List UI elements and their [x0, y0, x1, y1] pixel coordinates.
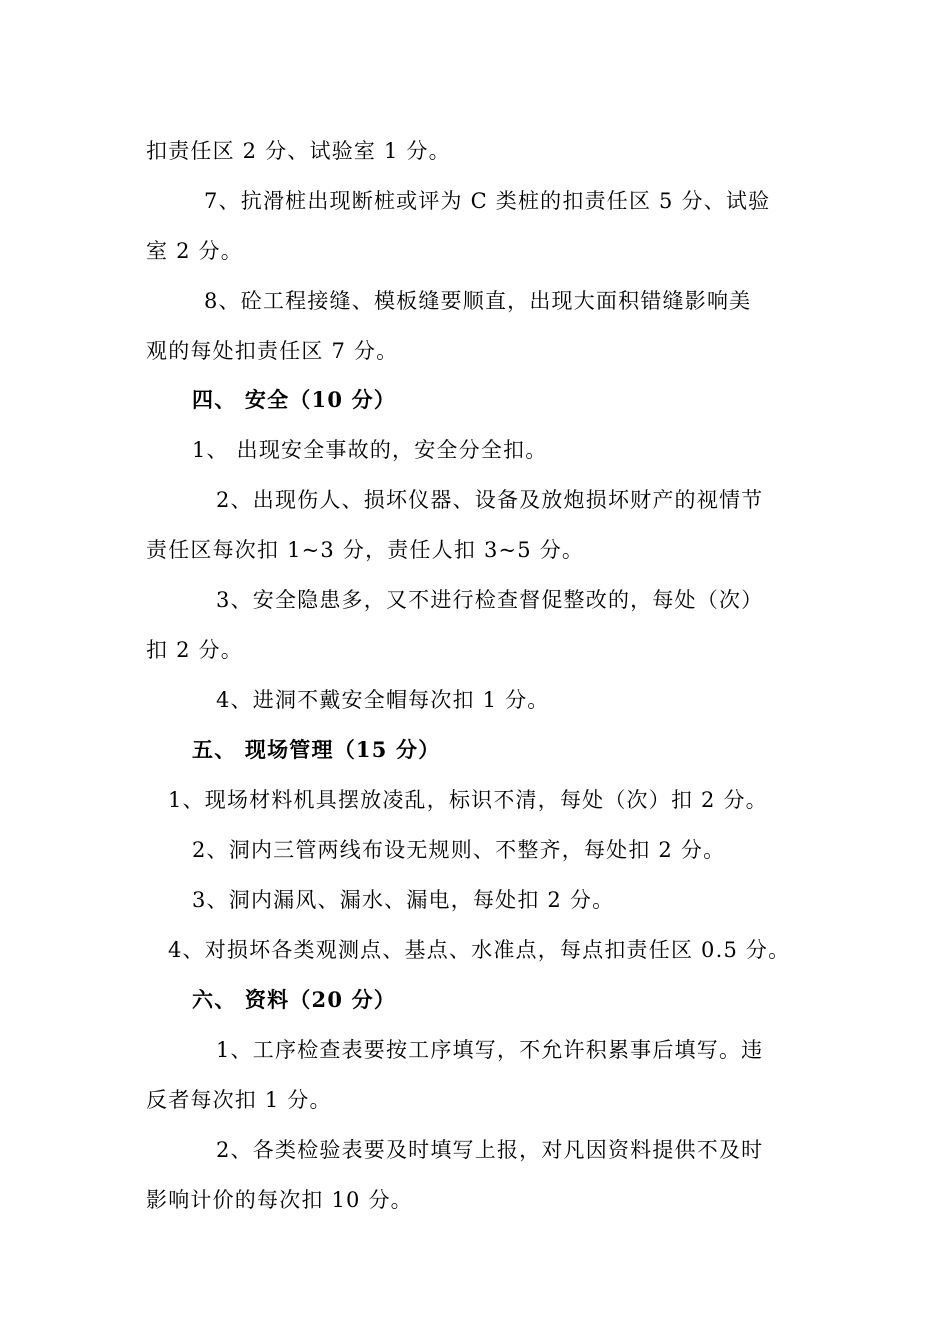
text-line-22: 影响计价的每次扣 10 分。 [146, 1188, 413, 1212]
text-line-11: 扣 2 分。 [146, 638, 243, 662]
section-heading-site-management: 五、 现场管理（15 分） [192, 737, 441, 762]
text-line-16: 3、洞内漏风、漏水、漏电，每处扣 2 分。 [192, 888, 615, 912]
text-line-8: 2、出现伤人、损坏仪器、设备及放炮损坏财产的视情节 [216, 488, 764, 512]
text-line-5: 观的每处扣责任区 7 分。 [146, 339, 399, 363]
text-line-19: 1、工序检查表要按工序填写，不允许积累事后填写。违 [216, 1038, 764, 1062]
text-line-21: 2、各类检验表要及时填写上报，对凡因资料提供不及时 [216, 1138, 764, 1162]
text-line-14: 1、现场材料机具摆放凌乱，标识不清，每处（次）扣 2 分。 [168, 788, 768, 812]
text-line-15: 2、洞内三管两线布设无规则、不整齐，每处扣 2 分。 [192, 838, 726, 862]
text-line-2: 7、抗滑桩出现断桩或评为 C 类桩的扣责任区 5 分、试验 [204, 189, 771, 213]
text-line-4: 8、砼工程接缝、模板缝要顺直，出现大面积错缝影响美 [204, 289, 752, 313]
text-line-3: 室 2 分。 [146, 239, 243, 263]
text-line-20: 反者每次扣 1 分。 [146, 1088, 332, 1112]
text-line-10: 3、安全隐患多，又不进行检查督促整改的，每处（次） [216, 588, 764, 612]
section-heading-safety: 四、 安全（10 分） [192, 387, 397, 412]
text-line-7: 1、 出现安全事故的，安全分全扣。 [192, 438, 548, 462]
text-line-1: 扣责任区 2 分、试验室 1 分。 [146, 139, 451, 163]
text-line-12: 4、进洞不戴安全帽每次扣 1 分。 [216, 688, 550, 712]
text-line-17: 4、对损坏各类观测点、基点、水准点，每点扣责任区 0.5 分。 [168, 938, 791, 962]
section-heading-documents: 六、 资料（20 分） [192, 987, 397, 1012]
text-line-9: 责任区每次扣 1~3 分，责任人扣 3~5 分。 [146, 538, 585, 562]
